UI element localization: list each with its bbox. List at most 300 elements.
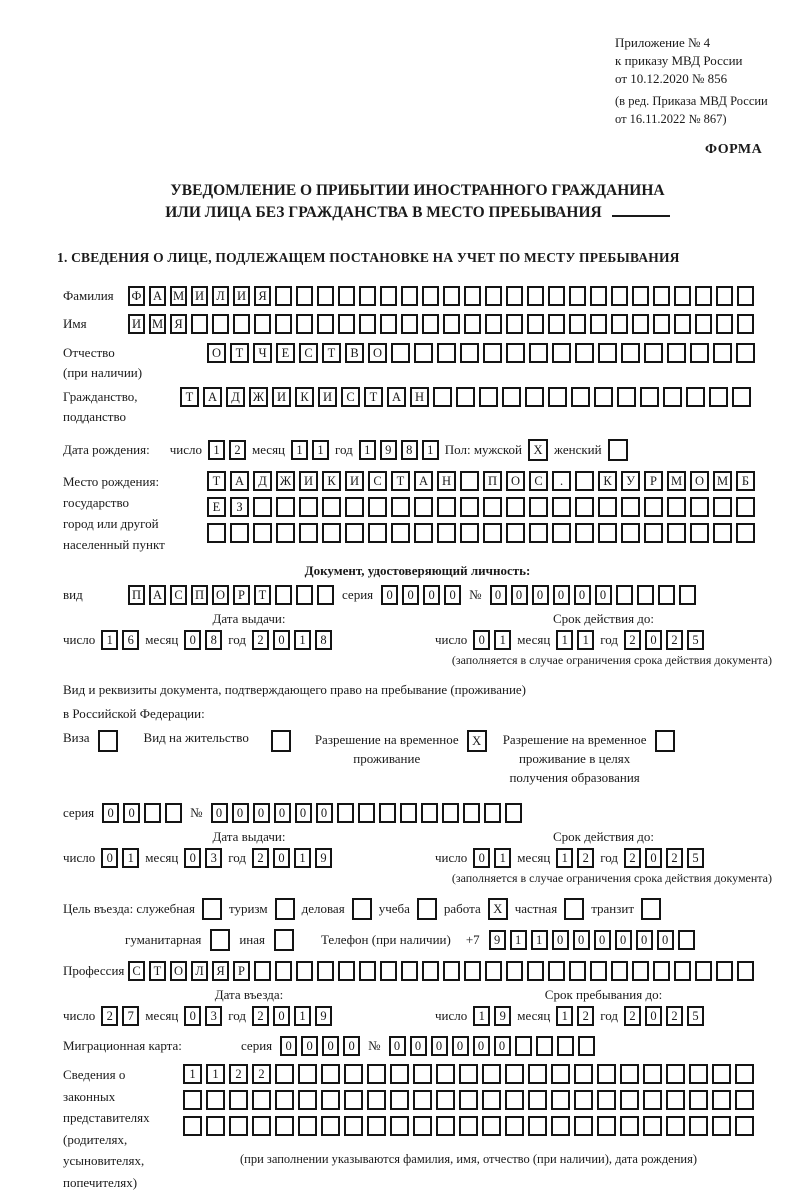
char-cell[interactable] [230,523,249,543]
char-cell[interactable]: 1 [556,630,573,650]
char-cell[interactable]: 0 [511,585,528,605]
res-valid-month-cells[interactable] [556,848,594,868]
char-cell[interactable] [414,523,433,543]
char-cell[interactable] [666,1064,685,1084]
char-cell[interactable] [359,314,376,334]
patronymic-cells[interactable] [207,343,755,363]
char-cell[interactable] [551,1064,570,1084]
char-cell[interactable]: 2 [624,1006,641,1026]
char-cell[interactable]: 8 [401,440,418,460]
char-cell[interactable] [674,961,691,981]
char-cell[interactable] [433,387,452,407]
char-cell[interactable]: 0 [316,803,333,823]
char-cell[interactable]: 0 [273,848,290,868]
char-cell[interactable]: О [506,471,525,491]
char-cell[interactable]: 0 [594,930,611,950]
char-cell[interactable] [459,1064,478,1084]
purpose-work-checkbox[interactable] [488,898,508,920]
purpose-business-checkbox[interactable] [352,898,372,920]
char-cell[interactable]: 1 [422,440,439,460]
char-cell[interactable]: 2 [624,630,641,650]
char-cell[interactable] [322,497,341,517]
char-cell[interactable] [690,497,709,517]
char-cell[interactable] [165,803,182,823]
char-cell[interactable] [653,314,670,334]
char-cell[interactable]: 0 [211,803,228,823]
res-series-cells[interactable] [102,803,182,823]
char-cell[interactable] [569,314,586,334]
char-cell[interactable]: Е [207,497,226,517]
char-cell[interactable] [611,286,628,306]
char-cell[interactable] [275,1064,294,1084]
char-cell[interactable]: Д [253,471,272,491]
doc-number-cells[interactable] [490,585,696,605]
char-cell[interactable] [658,585,675,605]
char-cell[interactable] [390,1064,409,1084]
char-cell[interactable] [643,1090,662,1110]
char-cell[interactable] [390,1116,409,1136]
char-cell[interactable]: 1 [206,1064,225,1084]
char-cell[interactable]: 2 [666,1006,683,1026]
char-cell[interactable] [414,343,433,363]
char-cell[interactable] [436,1064,455,1084]
purpose-study-checkbox[interactable] [417,898,437,920]
char-cell[interactable] [367,1090,386,1110]
char-cell[interactable] [380,286,397,306]
char-cell[interactable] [594,387,613,407]
char-cell[interactable] [422,286,439,306]
char-cell[interactable]: О [690,471,709,491]
char-cell[interactable] [252,1116,271,1136]
char-cell[interactable]: Л [191,961,208,981]
char-cell[interactable] [666,1090,685,1110]
char-cell[interactable] [485,286,502,306]
res-valid-year-cells[interactable] [624,848,704,868]
char-cell[interactable]: X [528,439,548,461]
char-cell[interactable] [736,523,755,543]
char-cell[interactable]: 1 [359,440,376,460]
char-cell[interactable] [590,961,607,981]
doc-valid-month-cells[interactable] [556,630,594,650]
char-cell[interactable]: 2 [252,848,269,868]
phone-cells[interactable] [489,930,695,950]
char-cell[interactable]: 1 [473,1006,490,1026]
char-cell[interactable] [275,286,292,306]
char-cell[interactable]: 0 [184,630,201,650]
stay-year-cells[interactable] [624,1006,704,1026]
char-cell[interactable] [637,585,654,605]
char-cell[interactable]: 8 [205,630,222,650]
char-cell[interactable]: 0 [184,848,201,868]
char-cell[interactable] [482,1090,501,1110]
char-cell[interactable] [548,314,565,334]
char-cell[interactable]: И [318,387,337,407]
char-cell[interactable]: П [483,471,502,491]
char-cell[interactable] [483,343,502,363]
char-cell[interactable] [358,803,375,823]
char-cell[interactable]: Я [212,961,229,981]
char-cell[interactable] [515,1036,532,1056]
char-cell[interactable] [505,803,522,823]
char-cell[interactable] [571,387,590,407]
char-cell[interactable] [482,1116,501,1136]
char-cell[interactable] [621,343,640,363]
given-name-cells[interactable] [128,314,754,334]
char-cell[interactable]: К [322,471,341,491]
char-cell[interactable] [713,497,732,517]
char-cell[interactable] [598,497,617,517]
char-cell[interactable] [275,314,292,334]
char-cell[interactable] [299,523,318,543]
char-cell[interactable] [632,286,649,306]
char-cell[interactable] [338,314,355,334]
char-cell[interactable]: 0 [184,1006,201,1026]
char-cell[interactable]: 0 [102,803,119,823]
char-cell[interactable]: 6 [122,630,139,650]
char-cell[interactable]: Ж [276,471,295,491]
char-cell[interactable] [527,286,544,306]
char-cell[interactable] [643,1116,662,1136]
char-cell[interactable] [505,1064,524,1084]
char-cell[interactable] [528,1116,547,1136]
purpose-official-checkbox[interactable] [202,898,222,920]
char-cell[interactable]: Т [230,343,249,363]
char-cell[interactable]: Ч [253,343,272,363]
char-cell[interactable] [689,1064,708,1084]
char-cell[interactable]: О [207,343,226,363]
char-cell[interactable]: Л [212,286,229,306]
char-cell[interactable]: 0 [473,848,490,868]
char-cell[interactable]: 1 [556,848,573,868]
char-cell[interactable]: 9 [315,848,332,868]
char-cell[interactable] [552,523,571,543]
char-cell[interactable] [552,497,571,517]
char-cell[interactable] [436,1116,455,1136]
char-cell[interactable]: 2 [252,1006,269,1026]
char-cell[interactable] [597,1116,616,1136]
char-cell[interactable]: О [170,961,187,981]
char-cell[interactable] [253,523,272,543]
char-cell[interactable]: 0 [657,930,674,950]
char-cell[interactable] [207,523,226,543]
char-cell[interactable]: 0 [645,1006,662,1026]
char-cell[interactable] [421,803,438,823]
char-cell[interactable] [460,343,479,363]
char-cell[interactable] [275,898,295,920]
char-cell[interactable]: 0 [273,630,290,650]
char-cell[interactable] [611,961,628,981]
char-cell[interactable] [443,286,460,306]
char-cell[interactable]: 2 [624,848,641,868]
char-cell[interactable] [322,523,341,543]
char-cell[interactable]: Р [233,585,250,605]
mig-series-cells[interactable] [280,1036,360,1056]
char-cell[interactable]: 1 [494,630,511,650]
char-cell[interactable]: А [414,471,433,491]
char-cell[interactable] [608,439,628,461]
char-cell[interactable]: 2 [577,848,594,868]
char-cell[interactable] [736,497,755,517]
char-cell[interactable] [667,523,686,543]
char-cell[interactable]: 9 [489,930,506,950]
char-cell[interactable] [689,1090,708,1110]
res-issue-year-cells[interactable] [252,848,332,868]
char-cell[interactable] [317,286,334,306]
char-cell[interactable]: 9 [315,1006,332,1026]
char-cell[interactable]: 5 [687,1006,704,1026]
char-cell[interactable]: 1 [101,630,118,650]
char-cell[interactable] [716,961,733,981]
char-cell[interactable]: 0 [615,930,632,950]
char-cell[interactable] [379,803,396,823]
char-cell[interactable] [352,898,372,920]
char-cell[interactable]: 0 [381,585,398,605]
char-cell[interactable]: 1 [510,930,527,950]
char-cell[interactable] [338,961,355,981]
char-cell[interactable] [183,1116,202,1136]
sex-female-checkbox[interactable] [608,439,628,461]
char-cell[interactable] [695,314,712,334]
char-cell[interactable] [640,387,659,407]
char-cell[interactable]: И [299,471,318,491]
char-cell[interactable] [506,961,523,981]
char-cell[interactable]: 0 [410,1036,427,1056]
birth-place-cells-row1[interactable] [207,471,755,491]
char-cell[interactable] [674,314,691,334]
char-cell[interactable] [737,961,754,981]
char-cell[interactable] [735,1090,754,1110]
char-cell[interactable] [551,1116,570,1136]
char-cell[interactable] [229,1116,248,1136]
guardians-cells-row1[interactable] [183,1064,754,1084]
char-cell[interactable] [678,930,695,950]
residence-permit-checkbox[interactable] [271,730,291,752]
char-cell[interactable]: 0 [444,585,461,605]
char-cell[interactable] [296,314,313,334]
char-cell[interactable]: Я [170,314,187,334]
surname-cells[interactable] [128,286,754,306]
purpose-other-checkbox[interactable] [274,929,294,951]
char-cell[interactable] [644,497,663,517]
char-cell[interactable] [551,1090,570,1110]
char-cell[interactable] [422,314,439,334]
char-cell[interactable]: Р [644,471,663,491]
char-cell[interactable]: Т [149,961,166,981]
char-cell[interactable] [667,343,686,363]
char-cell[interactable]: О [368,343,387,363]
char-cell[interactable]: 0 [274,803,291,823]
char-cell[interactable] [417,898,437,920]
char-cell[interactable]: 8 [315,630,332,650]
char-cell[interactable] [598,523,617,543]
char-cell[interactable]: А [387,387,406,407]
char-cell[interactable]: 0 [322,1036,339,1056]
char-cell[interactable] [464,961,481,981]
char-cell[interactable] [590,286,607,306]
char-cell[interactable]: С [299,343,318,363]
char-cell[interactable] [695,961,712,981]
char-cell[interactable] [344,1064,363,1084]
char-cell[interactable] [644,523,663,543]
char-cell[interactable]: М [713,471,732,491]
char-cell[interactable] [275,585,292,605]
char-cell[interactable]: П [128,585,145,605]
char-cell[interactable]: 0 [402,585,419,605]
char-cell[interactable] [437,497,456,517]
char-cell[interactable] [345,497,364,517]
purpose-private-checkbox[interactable] [564,898,584,920]
char-cell[interactable]: 0 [253,803,270,823]
char-cell[interactable] [564,898,584,920]
char-cell[interactable]: Е [276,343,295,363]
char-cell[interactable] [663,387,682,407]
char-cell[interactable]: 0 [295,803,312,823]
char-cell[interactable] [548,961,565,981]
char-cell[interactable] [317,961,334,981]
char-cell[interactable] [212,314,229,334]
char-cell[interactable] [737,314,754,334]
guardians-cells-row2[interactable] [183,1090,754,1110]
doc-issue-day-cells[interactable] [101,630,139,650]
char-cell[interactable] [620,1090,639,1110]
char-cell[interactable]: М [170,286,187,306]
char-cell[interactable] [536,1036,553,1056]
char-cell[interactable]: 0 [452,1036,469,1056]
entry-month-cells[interactable] [184,1006,222,1026]
char-cell[interactable] [686,387,705,407]
char-cell[interactable]: 0 [552,930,569,950]
char-cell[interactable] [620,1116,639,1136]
char-cell[interactable]: И [272,387,291,407]
char-cell[interactable] [252,1090,271,1110]
char-cell[interactable]: Ф [128,286,145,306]
char-cell[interactable]: 0 [494,1036,511,1056]
char-cell[interactable] [484,803,501,823]
char-cell[interactable]: М [667,471,686,491]
char-cell[interactable]: 2 [666,630,683,650]
char-cell[interactable] [144,803,161,823]
char-cell[interactable] [483,497,502,517]
char-cell[interactable] [666,1116,685,1136]
char-cell[interactable] [575,343,594,363]
char-cell[interactable]: С [529,471,548,491]
char-cell[interactable]: 5 [687,848,704,868]
char-cell[interactable]: 2 [229,440,246,460]
char-cell[interactable] [732,387,751,407]
char-cell[interactable] [367,1064,386,1084]
char-cell[interactable] [569,961,586,981]
birth-place-cells-row3[interactable] [207,523,755,543]
stay-day-cells[interactable] [473,1006,511,1026]
sex-male-checkbox[interactable] [528,439,548,461]
char-cell[interactable] [506,314,523,334]
char-cell[interactable] [479,387,498,407]
char-cell[interactable]: И [191,286,208,306]
char-cell[interactable]: 1 [556,1006,573,1026]
char-cell[interactable] [712,1090,731,1110]
char-cell[interactable] [655,730,675,752]
char-cell[interactable] [463,803,480,823]
char-cell[interactable]: Д [226,387,245,407]
char-cell[interactable] [391,343,410,363]
birth-month-cells[interactable] [291,440,329,460]
char-cell[interactable]: 3 [205,848,222,868]
char-cell[interactable]: 0 [645,630,662,650]
char-cell[interactable] [437,343,456,363]
char-cell[interactable]: 0 [101,848,118,868]
char-cell[interactable]: 2 [252,1064,271,1084]
char-cell[interactable]: 3 [205,1006,222,1026]
char-cell[interactable] [575,497,594,517]
res-valid-day-cells[interactable] [473,848,511,868]
char-cell[interactable]: 0 [490,585,507,605]
char-cell[interactable] [716,314,733,334]
char-cell[interactable] [528,1064,547,1084]
char-cell[interactable]: 1 [183,1064,202,1084]
char-cell[interactable]: 1 [577,630,594,650]
char-cell[interactable]: У [621,471,640,491]
char-cell[interactable] [183,1090,202,1110]
char-cell[interactable] [590,314,607,334]
char-cell[interactable] [548,286,565,306]
char-cell[interactable] [506,523,525,543]
char-cell[interactable]: 0 [573,930,590,950]
char-cell[interactable] [506,343,525,363]
char-cell[interactable] [413,1116,432,1136]
char-cell[interactable] [460,523,479,543]
char-cell[interactable] [338,286,355,306]
doc-issue-year-cells[interactable] [252,630,332,650]
char-cell[interactable] [736,343,755,363]
char-cell[interactable] [505,1090,524,1110]
char-cell[interactable] [527,314,544,334]
char-cell[interactable]: Н [437,471,456,491]
char-cell[interactable]: П [191,585,208,605]
char-cell[interactable] [574,1116,593,1136]
temp-residence-checkbox[interactable] [467,730,487,752]
char-cell[interactable] [643,1064,662,1084]
char-cell[interactable]: Р [233,961,250,981]
char-cell[interactable] [413,1090,432,1110]
char-cell[interactable] [689,1116,708,1136]
char-cell[interactable]: М [149,314,166,334]
char-cell[interactable] [391,497,410,517]
res-issue-day-cells[interactable] [101,848,139,868]
char-cell[interactable]: А [149,286,166,306]
char-cell[interactable] [337,803,354,823]
char-cell[interactable] [690,343,709,363]
char-cell[interactable]: Т [322,343,341,363]
char-cell[interactable] [344,1116,363,1136]
char-cell[interactable]: 0 [574,585,591,605]
char-cell[interactable] [275,1116,294,1136]
char-cell[interactable] [569,286,586,306]
char-cell[interactable] [695,286,712,306]
char-cell[interactable]: . [552,471,571,491]
char-cell[interactable] [575,471,594,491]
doc-issue-month-cells[interactable] [184,630,222,650]
char-cell[interactable]: 0 [473,630,490,650]
char-cell[interactable] [321,1090,340,1110]
char-cell[interactable] [529,343,548,363]
char-cell[interactable] [368,497,387,517]
profession-cells[interactable] [128,961,754,981]
stay-month-cells[interactable] [556,1006,594,1026]
char-cell[interactable] [276,523,295,543]
mig-number-cells[interactable] [389,1036,595,1056]
char-cell[interactable]: 1 [122,848,139,868]
char-cell[interactable] [460,471,479,491]
